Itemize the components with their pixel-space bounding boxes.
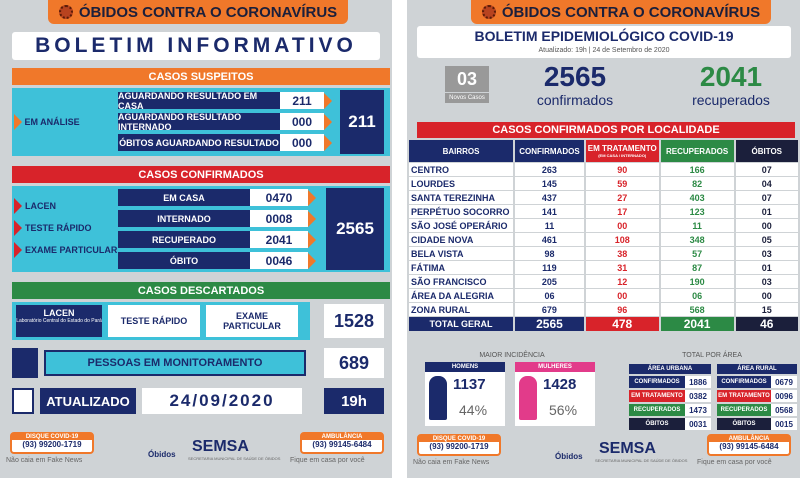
boletim-informativo-panel [0,0,392,478]
arrow-icon [324,93,332,109]
area-row-label: ÓBITOS [629,418,685,430]
area-row-value: 0096 [771,390,797,402]
boletim-epidemiologico-panel [407,0,800,478]
confirmados-label: confirmados [536,92,614,108]
cell-t: 12 [586,275,659,288]
area-rural-table [717,364,797,430]
cell-r: 11 [661,219,734,232]
cell-r: 403 [661,191,734,204]
descartados-exame: EXAME PARTICULAR [206,305,298,337]
confirmado-source [14,242,117,258]
area-row-value: 0382 [685,390,711,402]
cell-t: 108 [586,233,659,246]
cell-b: ZONA RURAL [409,303,513,316]
col-bairros: BAIRROS [409,140,513,162]
source-label: LACEN [25,201,56,211]
area-row [629,376,711,388]
area-row-value: 0015 [771,418,797,430]
area-row-label: RECUPERADOS [717,404,771,416]
table-row [409,191,798,204]
suspeito-row [118,92,332,109]
disque-covid: DISQUE COVID-19 (93) 99200-1719 [417,434,501,456]
area-row-value: 0568 [771,404,797,416]
confirmados-total: 2565 [326,188,384,270]
cell-r: 348 [661,233,734,246]
arrow-icon [14,242,22,258]
cell-b: PERPÉTUO SOCORRO [409,205,513,218]
suspeito-value: 211 [280,92,324,109]
page-title: BOLETIM INFORMATIVO [12,32,380,60]
arrow-icon [308,232,316,248]
cell-o: 00 [736,289,798,302]
area-row-label: EM TRATAMENTO [629,390,685,402]
arrow-icon [308,211,316,227]
arrow-icon [324,114,332,130]
area-row [629,418,711,430]
confirmado-source [14,198,56,214]
fique-em-casa-text: Fique em casa por você [290,457,365,464]
confirmado-value: 0008 [250,210,308,227]
ambulancia: AMBULÂNCIA (93) 99145-6484 [300,432,384,454]
arrow-icon [14,114,22,130]
recuperados-label: recuperados [692,92,770,108]
cell-c: 679 [515,303,584,316]
area-row [629,404,711,416]
semsa-logo: SEMSA [192,438,249,455]
suspeito-value: 000 [280,134,324,151]
area-urbana-table [629,364,711,430]
calendar-icon [12,388,34,414]
cell-r: 57 [661,247,734,260]
arrow-icon [324,135,332,151]
cell-r: 123 [661,205,734,218]
area-row-label: CONFIRMADOS [717,376,771,388]
cell-c: 205 [515,275,584,288]
woman-icon [519,376,537,420]
cell-c: 11 [515,219,584,232]
confirmado-row [118,231,316,248]
confirmado-label: ÓBITO [118,252,250,269]
confirmado-source [14,220,92,236]
header-banner [48,0,348,24]
table-row [409,163,798,176]
suspeito-label: ÓBITOS AGUARDANDO RESULTADO [118,134,280,151]
novos-casos-value: 03 [445,66,489,92]
suspeitos-total: 211 [340,90,384,154]
arrow-icon [308,253,316,269]
cell-o: 05 [736,233,798,246]
novos-casos-label: Novos Casos [445,93,489,103]
col-tratamento: EM TRATAMENTO (EM CASA / INTERNADO) [586,140,659,162]
area-row-value: 0679 [771,376,797,388]
cell-r: 82 [661,177,734,190]
cell-t: 00 [586,219,659,232]
descartados-lacen: LACEN Laboratório Central do Estado do Pará [16,305,102,337]
cell-t: 38 [586,247,659,260]
table-row [409,289,798,302]
arrow-icon [14,198,22,214]
cell-b: CENTRO [409,163,513,176]
disque-covid: DISQUE COVID-19 (93) 99200-1719 [10,432,94,454]
table-row [409,177,798,190]
semsa-subtitle: SECRETARIA MUNICIPAL DE SAÚDE DE ÓBIDOS [188,456,281,461]
area-row [717,390,797,402]
monitoramento-value: 689 [324,348,384,378]
section-title-descartados: CASOS DESCARTADOS [12,282,390,299]
suspeito-label: AGUARDANDO RESULTADO INTERNADO [118,113,280,130]
cell-r: 87 [661,261,734,274]
cell-r: 166 [661,163,734,176]
col-recuperados: RECUPERADOS [661,140,734,162]
area-row-label: RECUPERADOS [629,404,685,416]
cell-o: 03 [736,247,798,260]
atualizado-hour: 19h [324,388,384,414]
thermometer-icon [12,348,38,378]
cell-c: 437 [515,191,584,204]
arrow-icon [14,220,22,236]
cell-t: 59 [586,177,659,190]
localidade-table [407,139,800,332]
confirmado-value: 0470 [250,189,308,206]
confirmado-row [118,210,316,227]
localidade-title: CASOS CONFIRMADOS POR LOCALIDADE [417,122,795,138]
cell-t: 17 [586,205,659,218]
suspeito-row [118,134,332,151]
area-row [717,418,797,430]
table-row [409,247,798,260]
cell-o: 04 [736,177,798,190]
cell-b: SÃO JOSÉ OPERÁRIO [409,219,513,232]
confirmado-label: RECUPERADO [118,231,250,248]
em-analise-label: EM ANÁLISE [14,112,80,132]
area-row [629,390,711,402]
maior-incidencia-label: MAIOR INCIDÊNCIA [479,351,545,359]
ambulancia: AMBULÂNCIA (93) 99145-6484 [707,434,791,456]
cell-c: 263 [515,163,584,176]
confirmado-row [118,252,316,269]
cell-t: 00 [586,289,659,302]
cell-o: 00 [736,219,798,232]
confirmado-label: EM CASA [118,189,250,206]
cell-c: 141 [515,205,584,218]
man-icon [429,376,447,420]
arrow-icon [308,190,316,206]
area-row [717,404,797,416]
section-title-suspeitos: CASOS SUSPEITOS [12,68,390,85]
table-row [409,303,798,316]
area-title: ÁREA URBANA [629,364,711,374]
semsa-subtitle: SECRETARIA MUNICIPAL DE SAÚDE DE ÓBIDOS [595,458,688,463]
atualizado-label: ATUALIZADO [40,388,136,414]
cell-o: 07 [736,163,798,176]
virus-icon [59,5,73,19]
area-row [717,376,797,388]
confirmado-row [118,189,316,206]
confirmado-label: INTERNADO [118,210,250,227]
area-row-value: 1886 [685,376,711,388]
table-row [409,219,798,232]
col-obitos: ÓBITOS [736,140,798,162]
cell-b: ÁREA DA ALEGRIA [409,289,513,302]
fake-news-text: Não caia em Fake News [6,457,83,464]
area-row-value: 1473 [685,404,711,416]
cell-c: 98 [515,247,584,260]
header-title: ÓBIDOS CONTRA O CORONAVÍRUS [78,3,338,21]
source-label: TESTE RÁPIDO [25,223,92,233]
section-title-confirmados: CASOS CONFIRMADOS [12,166,390,183]
confirmado-value: 0046 [250,252,308,269]
suspeito-label: AGUARDANDO RESULTADO EM CASA [118,92,280,109]
cell-b: SÃO FRANCISCO [409,275,513,288]
recuperados-value: 2041 [699,61,763,92]
cell-r: 568 [661,303,734,316]
confirmados-value: 2565 [543,61,607,92]
atualizado-date: 24/09/2020 [142,388,302,414]
cell-b: BELA VISTA [409,247,513,260]
cell-o: 01 [736,261,798,274]
cell-r: 190 [661,275,734,288]
total-row: TOTAL GERAL 2565 478 2041 46 [409,317,798,331]
cell-t: 90 [586,163,659,176]
suspeito-value: 000 [280,113,324,130]
cell-o: 03 [736,275,798,288]
total-area-label: TOTAL POR ÁREA [682,351,742,359]
cell-t: 31 [586,261,659,274]
monitoramento-label: PESSOAS EM MONITORAMENTO [44,350,306,376]
fique-em-casa-text: Fique em casa por você [697,459,772,466]
cell-r: 06 [661,289,734,302]
virus-icon [482,5,496,19]
area-title: ÁREA RURAL [717,364,797,374]
source-label: EXAME PARTICULAR [25,245,118,255]
semsa-logo: SEMSA [599,440,656,457]
area-row-label: CONFIRMADOS [629,376,685,388]
header-banner [471,0,771,24]
cell-c: 06 [515,289,584,302]
table-row [409,275,798,288]
cell-b: CIDADE NOVA [409,233,513,246]
cell-o: 01 [736,205,798,218]
confirmado-value: 2041 [250,231,308,248]
area-row-label: EM TRATAMENTO [717,390,771,402]
cell-t: 27 [586,191,659,204]
table-row [409,261,798,274]
homens-card: HOMENS 1137 44% [425,362,505,426]
cell-c: 461 [515,233,584,246]
descartados-teste: TESTE RÁPIDO [108,305,200,337]
area-row-value: 0031 [685,418,711,430]
cell-o: 15 [736,303,798,316]
table-row [409,233,798,246]
suspeito-row [118,113,332,130]
fake-news-text: Não caia em Fake News [413,459,490,466]
cell-b: FÁTIMA [409,261,513,274]
city-name: Óbidos [148,450,176,459]
city-name: Óbidos [555,452,583,461]
cell-c: 119 [515,261,584,274]
cell-t: 96 [586,303,659,316]
cell-o: 07 [736,191,798,204]
cell-b: LOURDES [409,177,513,190]
header-title: ÓBIDOS CONTRA O CORONAVÍRUS [501,3,761,21]
table-row [409,205,798,218]
page-title: BOLETIM EPIDEMIOLÓGICO COVID-19 [474,28,734,44]
cell-b: SANTA TEREZINHA [409,191,513,204]
mulheres-card: MULHERES 1428 56% [515,362,595,426]
cell-c: 145 [515,177,584,190]
col-confirmados: CONFIRMADOS [515,140,584,162]
descartados-total: 1528 [324,304,384,338]
updated-text: Atualizado: 19h | 24 de Setembro de 2020 [538,46,670,54]
area-row-label: ÓBITOS [717,418,771,430]
